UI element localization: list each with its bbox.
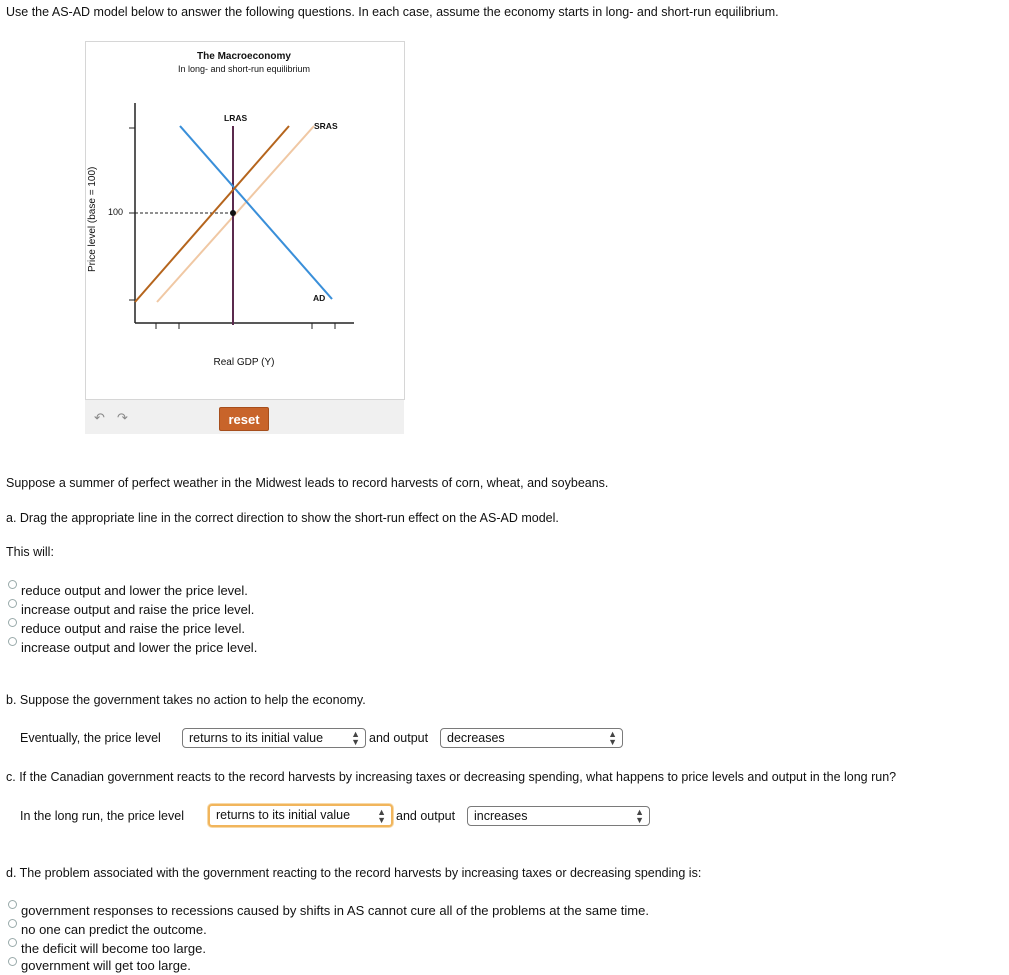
- part-a-radio-4[interactable]: [8, 637, 17, 646]
- part-d-option-3[interactable]: the deficit will become too large.: [21, 941, 206, 956]
- graph-subtitle: In long- and short-run equilibrium: [177, 64, 311, 74]
- part-d-option-4[interactable]: government will get too large.: [21, 958, 191, 973]
- part-c-price-select-value: returns to its initial value: [216, 808, 351, 822]
- part-d-radio-3[interactable]: [8, 938, 17, 947]
- x-axis-label: Real GDP (Y): [213, 357, 275, 368]
- part-b-prompt: b. Suppose the government takes no action to help the economy.: [6, 693, 366, 707]
- sras-label: SRAS: [314, 121, 338, 131]
- y-axis-label: Price level (base = 100): [87, 166, 98, 272]
- part-a-option-2[interactable]: increase output and raise the price level.: [21, 602, 255, 617]
- sras-line[interactable]: [135, 126, 289, 302]
- part-b-sentence-start: Eventually, the price level: [20, 731, 161, 745]
- select-arrows-icon: ▲ ▼: [635, 807, 644, 825]
- part-a-radio-3[interactable]: [8, 618, 17, 627]
- as-ad-graph: [85, 41, 403, 398]
- part-b-output-select[interactable]: [440, 728, 623, 748]
- select-arrows-icon: ▲ ▼: [608, 729, 617, 747]
- ad-label: AD: [313, 293, 326, 303]
- part-c-middle: and output: [396, 809, 456, 823]
- part-d-prompt: d. The problem associated with the government reacting to the record harvests by increasing taxes or decreasing spending is:: [6, 866, 702, 880]
- part-a-option-4[interactable]: increase output and lower the price level.: [21, 640, 258, 655]
- part-b-price-select-value: returns to its initial value: [189, 731, 324, 745]
- part-d-option-1[interactable]: government responses to recessions caused by shifts in AS cannot cure all of the problems at the same time.: [21, 903, 649, 918]
- this-will-label: This will:: [6, 545, 54, 559]
- part-c-output-select-value: increases: [474, 809, 528, 823]
- part-a-option-1[interactable]: reduce output and lower the price level.: [21, 583, 248, 598]
- reset-button[interactable]: reset: [219, 407, 269, 431]
- part-a-option-3[interactable]: reduce output and raise the price level.: [21, 621, 246, 636]
- part-a-radio-2[interactable]: [8, 599, 17, 608]
- part-b-price-select[interactable]: [182, 728, 366, 748]
- redo-icon[interactable]: ↷: [117, 410, 128, 425]
- part-c-output-select[interactable]: [467, 806, 650, 826]
- part-d-radio-1[interactable]: [8, 900, 17, 909]
- part-d-radio-4[interactable]: [8, 957, 17, 966]
- part-c-prompt: c. If the Canadian government reacts to the record harvests by increasing taxes or decreasing spending, what happens to price levels and output in the long run?: [6, 770, 897, 784]
- select-arrows-icon: ▲ ▼: [377, 806, 386, 825]
- equilibrium-point: [230, 210, 236, 216]
- part-a-prompt: a. Drag the appropriate line in the correct direction to show the short-run effect on the AS-AD model.: [6, 511, 559, 525]
- price-tick-label: 100: [108, 207, 124, 217]
- part-d-radio-2[interactable]: [8, 919, 17, 928]
- part-a-radio-1[interactable]: [8, 580, 17, 589]
- part-d-option-2[interactable]: no one can predict the outcome.: [21, 922, 207, 937]
- lras-label: LRAS: [224, 113, 248, 123]
- undo-icon[interactable]: ↶: [94, 410, 105, 425]
- scenario-text: Suppose a summer of perfect weather in the Midwest leads to record harvests of corn, wheat, and soybeans.: [6, 476, 609, 490]
- intro-text: Use the AS-AD model below to answer the following questions. In each case, assume the economy starts in long- and short-run equilibrium.: [6, 5, 779, 19]
- graph-title: The Macroeconomy: [197, 51, 291, 62]
- part-b-output-select-value: decreases: [447, 731, 505, 745]
- part-c-price-select[interactable]: [208, 804, 393, 827]
- part-c-sentence-start: In the long run, the price level: [20, 809, 184, 823]
- part-b-middle: and output: [369, 731, 429, 745]
- select-arrows-icon: ▲ ▼: [351, 729, 360, 747]
